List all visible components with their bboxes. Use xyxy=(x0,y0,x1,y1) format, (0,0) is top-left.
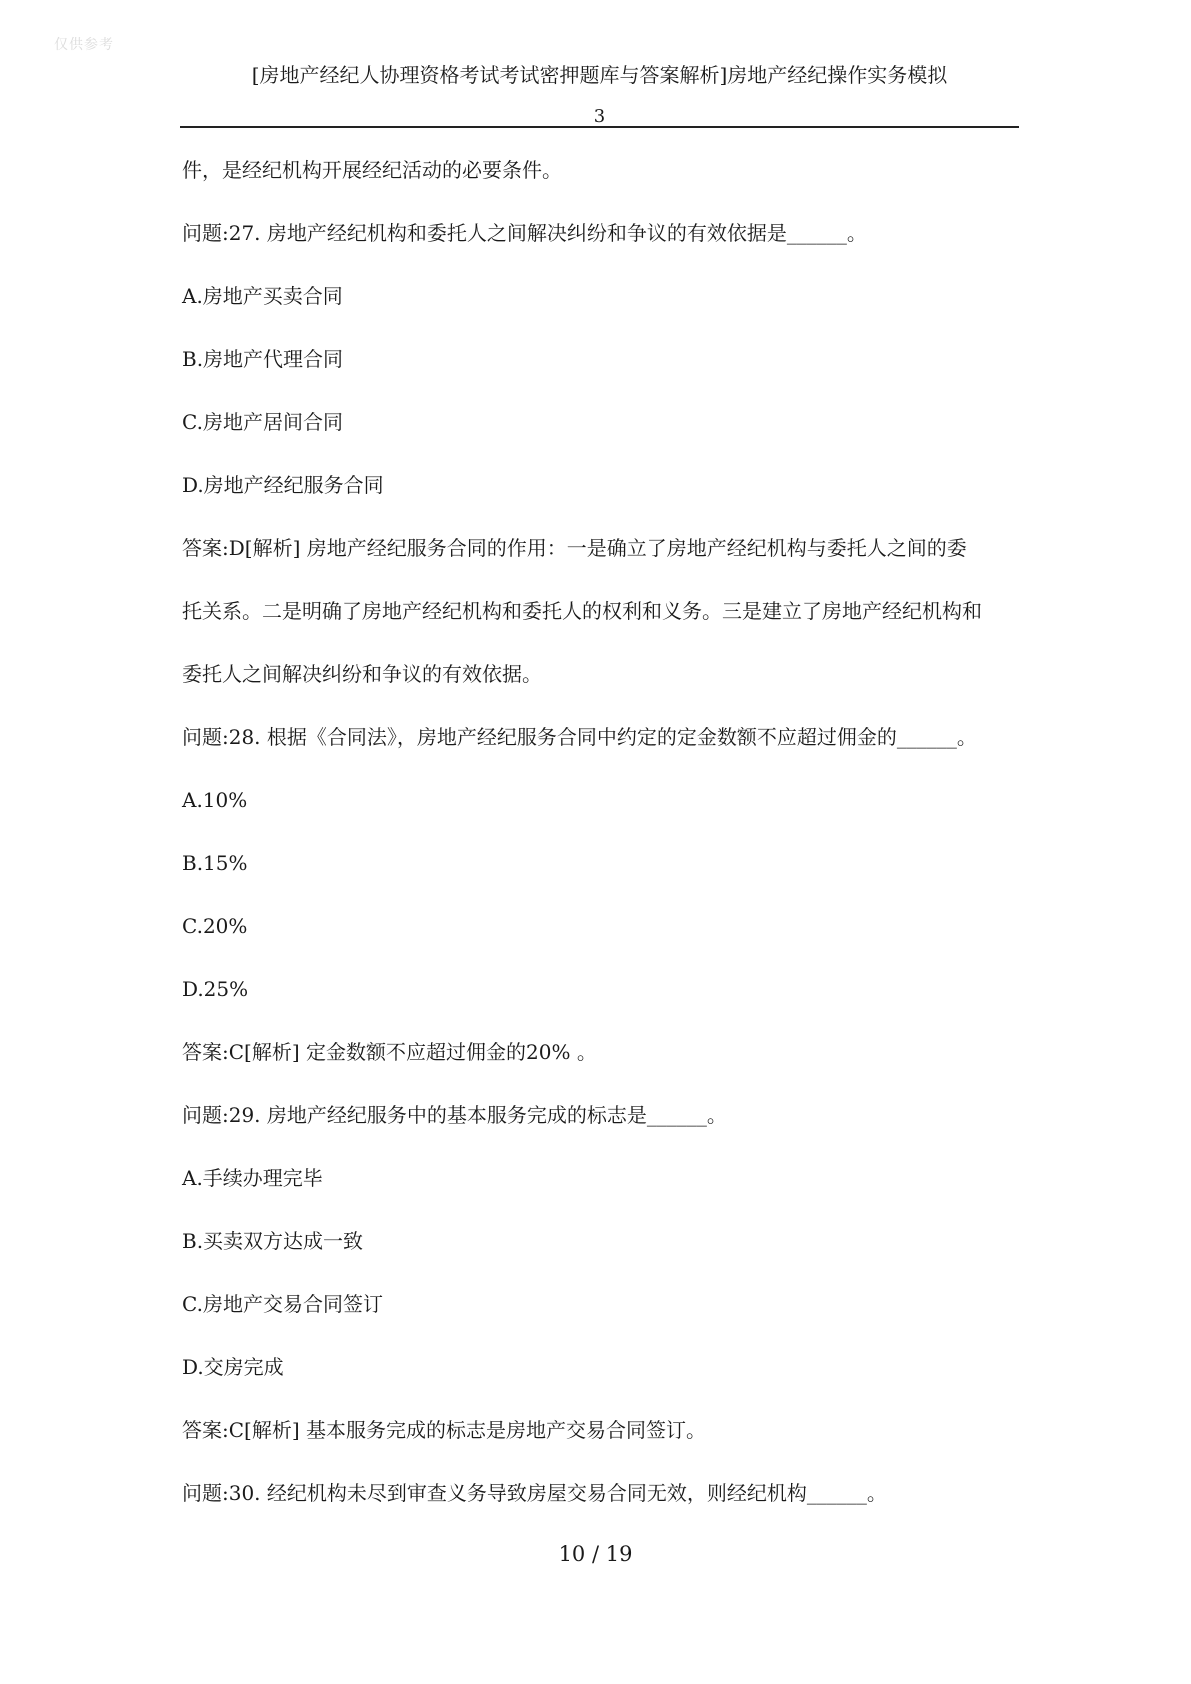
answer-28: 答案:C[解析] 定金数额不应超过佣金的20% 。 xyxy=(182,1040,597,1064)
question-28: 问题:28. 根据《合同法》，房地产经纪服务合同中约定的定金数额不应超过佣金的______。 xyxy=(182,725,977,749)
answer-29: 答案:C[解析] 基本服务完成的标志是房地产交易合同签订。 xyxy=(182,1418,707,1442)
option-c: C.房地产交易合同签订 xyxy=(182,1292,383,1316)
option-d: D.25% xyxy=(182,977,249,1001)
header-divider xyxy=(180,126,1019,128)
answer-27-cont: 托关系。二是明确了房地产经纪机构和委托人的权利和义务。三是建立了房地产经纪机构和 xyxy=(182,599,982,623)
answer-27-cont: 委托人之间解决纠纷和争议的有效依据。 xyxy=(182,662,542,686)
option-a: A.手续办理完毕 xyxy=(182,1166,323,1190)
answer-27: 答案:D[解析] 房地产经纪服务合同的作用：一是确立了房地产经纪机构与委托人之间的委 xyxy=(182,536,967,560)
option-b: B.买卖双方达成一致 xyxy=(182,1229,364,1253)
question-29: 问题:29. 房地产经纪服务中的基本服务完成的标志是______。 xyxy=(182,1103,727,1127)
option-a: A.10% xyxy=(182,788,248,812)
option-b: B.15% xyxy=(182,851,248,875)
question-30: 问题:30. 经纪机构未尽到审查义务导致房屋交易合同无效，则经纪机构______。 xyxy=(182,1481,887,1505)
text-line: 件，是经纪机构开展经纪活动的必要条件。 xyxy=(182,158,562,182)
page-number: 10 / 19 xyxy=(558,1542,633,1566)
document-body xyxy=(182,155,1024,1541)
page-header xyxy=(180,60,1019,132)
option-d: D.房地产经纪服务合同 xyxy=(182,473,384,497)
option-d: D.交房完成 xyxy=(182,1355,284,1379)
option-a: A.房地产买卖合同 xyxy=(182,284,343,308)
option-c: C.房地产居间合同 xyxy=(182,410,343,434)
question-27: 问题:27. 房地产经纪机构和委托人之间解决纠纷和争议的有效依据是______。 xyxy=(182,221,867,245)
document-title-suffix: 3 xyxy=(593,106,606,127)
option-c: C.20% xyxy=(182,914,248,938)
document-title: [房地产经纪人协理资格考试考试密押题库与答案解析]房地产经纪操作实务模拟 xyxy=(251,63,948,87)
watermark: 仅供参考 xyxy=(54,37,114,53)
option-b: B.房地产代理合同 xyxy=(182,347,344,371)
